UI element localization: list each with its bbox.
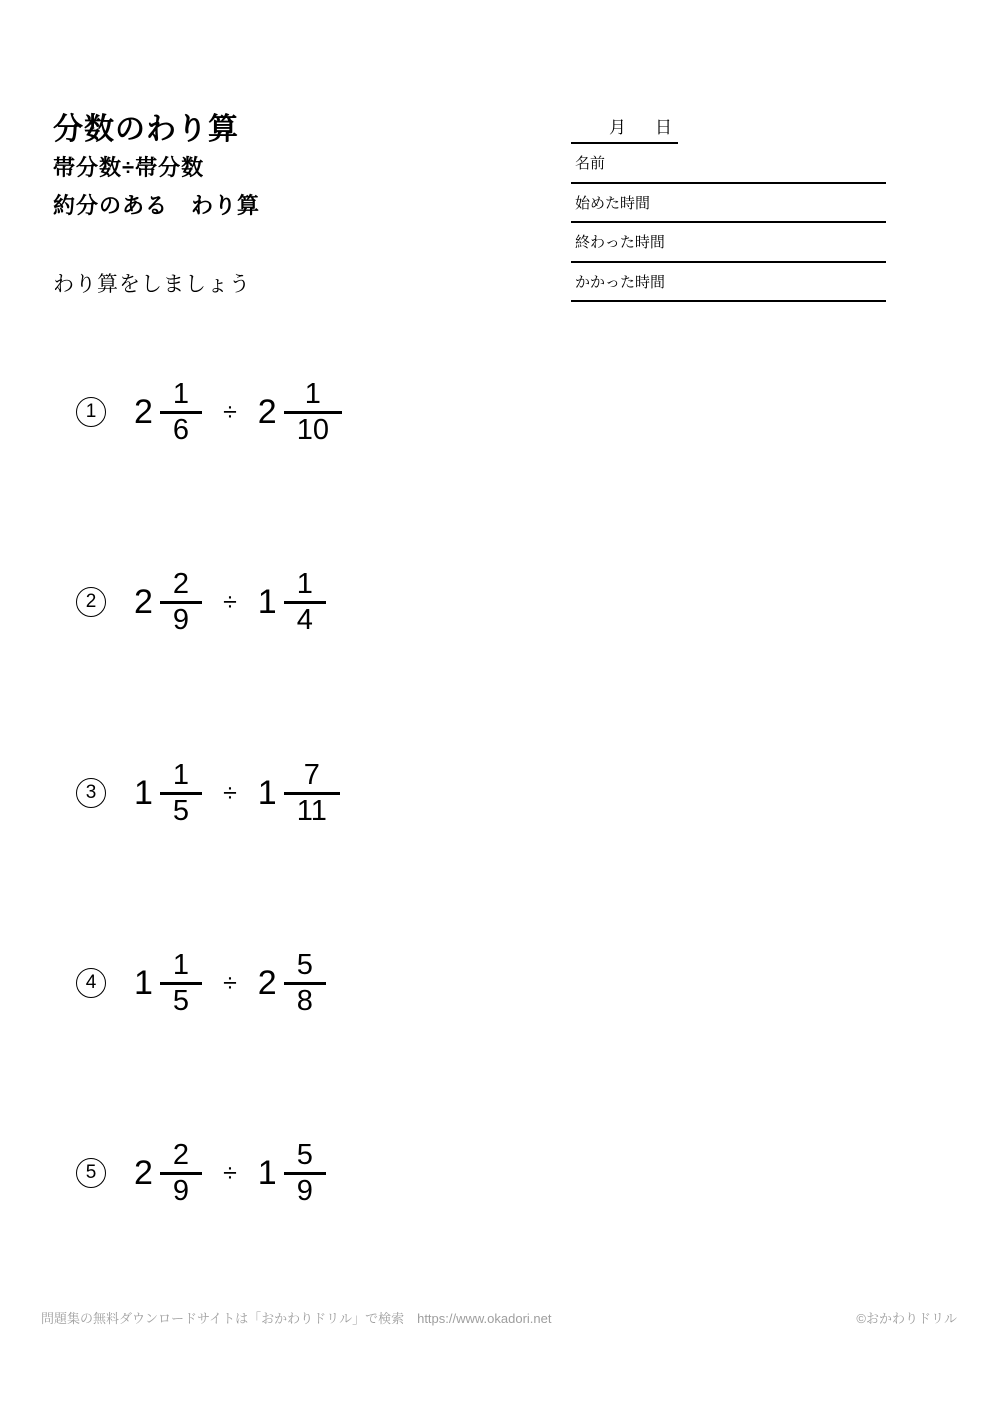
numerator: 1 (172, 378, 190, 411)
date-field (571, 108, 678, 144)
numerator: 5 (296, 949, 313, 982)
division-sign: ÷ (223, 1158, 237, 1187)
end-time-label: 終わった時間 (575, 234, 665, 252)
problem-number-circle: 1 (76, 397, 106, 427)
divisor-mixed-number (258, 568, 326, 636)
problem-row-3 (76, 753, 340, 833)
problem-number-circle: 3 (76, 778, 106, 808)
worksheet-subtitle: 帯分数÷帯分数 (53, 155, 205, 180)
fraction (160, 759, 202, 827)
month-label: 月 (609, 118, 626, 137)
whole-number: 2 (134, 582, 153, 621)
footer-copyright: ©おかわりドリル (856, 1311, 957, 1326)
problem-number-circle: 5 (76, 1158, 106, 1188)
numerator: 1 (304, 378, 321, 411)
problem-row-2 (76, 562, 326, 642)
dividend-mixed-number (134, 1139, 202, 1207)
worksheet-subtitle-2: 約分のある わり算 (53, 193, 261, 218)
division-sign: ÷ (223, 587, 237, 616)
whole-number: 1 (134, 963, 153, 1002)
whole-number: 1 (257, 773, 277, 812)
numerator: 7 (303, 759, 320, 792)
fraction (160, 378, 202, 446)
denominator: 6 (172, 413, 190, 446)
whole-number: 2 (257, 963, 277, 1002)
whole-number: 2 (134, 1153, 153, 1192)
denominator: 5 (172, 984, 190, 1017)
info-form (571, 108, 886, 302)
denominator: 9 (296, 1174, 313, 1207)
numerator: 5 (296, 1139, 313, 1172)
fraction (160, 949, 202, 1017)
numerator: 1 (296, 568, 313, 601)
instruction-text: わり算をしましょう (53, 273, 251, 296)
denominator: 8 (296, 984, 313, 1017)
problem-row-1 (76, 372, 342, 452)
whole-number: 1 (257, 1153, 277, 1192)
division-sign: ÷ (223, 968, 237, 997)
numerator: 1 (172, 759, 190, 792)
divisor-mixed-number (258, 1139, 326, 1207)
problem-row-4 (76, 943, 326, 1023)
whole-number: 2 (134, 392, 153, 431)
elapsed-time-label: かかった時間 (575, 273, 666, 291)
divisor-mixed-number (258, 378, 342, 446)
fraction (284, 949, 326, 1017)
divisor-mixed-number (258, 949, 326, 1017)
denominator: 11 (296, 794, 327, 827)
problem-row-5 (76, 1133, 326, 1213)
dividend-mixed-number (134, 949, 202, 1017)
day-label: 日 (655, 118, 672, 137)
problem-number-circle: 2 (76, 587, 106, 617)
denominator: 9 (172, 1174, 190, 1207)
whole-number: 2 (257, 392, 277, 431)
dividend-mixed-number (134, 378, 202, 446)
fraction (284, 378, 342, 446)
fraction (160, 1139, 202, 1207)
problem-number-circle: 4 (76, 968, 106, 998)
denominator: 5 (172, 794, 190, 827)
denominator: 4 (296, 603, 313, 636)
fraction (160, 568, 202, 636)
elapsed-time-field (571, 263, 886, 303)
fraction (284, 568, 326, 636)
numerator: 1 (172, 949, 190, 982)
division-sign: ÷ (223, 778, 237, 807)
start-time-label: 始めた時間 (575, 194, 651, 212)
whole-number: 1 (257, 582, 277, 621)
division-sign: ÷ (223, 397, 237, 426)
whole-number: 1 (134, 773, 153, 812)
dividend-mixed-number (134, 759, 202, 827)
start-time-field (571, 184, 886, 224)
dividend-mixed-number (134, 568, 202, 636)
end-time-field (571, 223, 886, 263)
denominator: 9 (172, 603, 190, 636)
numerator: 2 (172, 1139, 190, 1172)
fraction (284, 759, 340, 827)
footer-site-info: 問題集の無料ダウンロードサイトは「おかわりドリル」で検索 https://www.okadori.net (41, 1311, 552, 1326)
worksheet-title: 分数のわり算 (53, 113, 239, 146)
fraction (284, 1139, 326, 1207)
divisor-mixed-number (258, 759, 340, 827)
denominator: 10 (296, 413, 329, 446)
name-label: 名前 (575, 155, 606, 173)
numerator: 2 (172, 568, 190, 601)
name-field (571, 144, 886, 184)
